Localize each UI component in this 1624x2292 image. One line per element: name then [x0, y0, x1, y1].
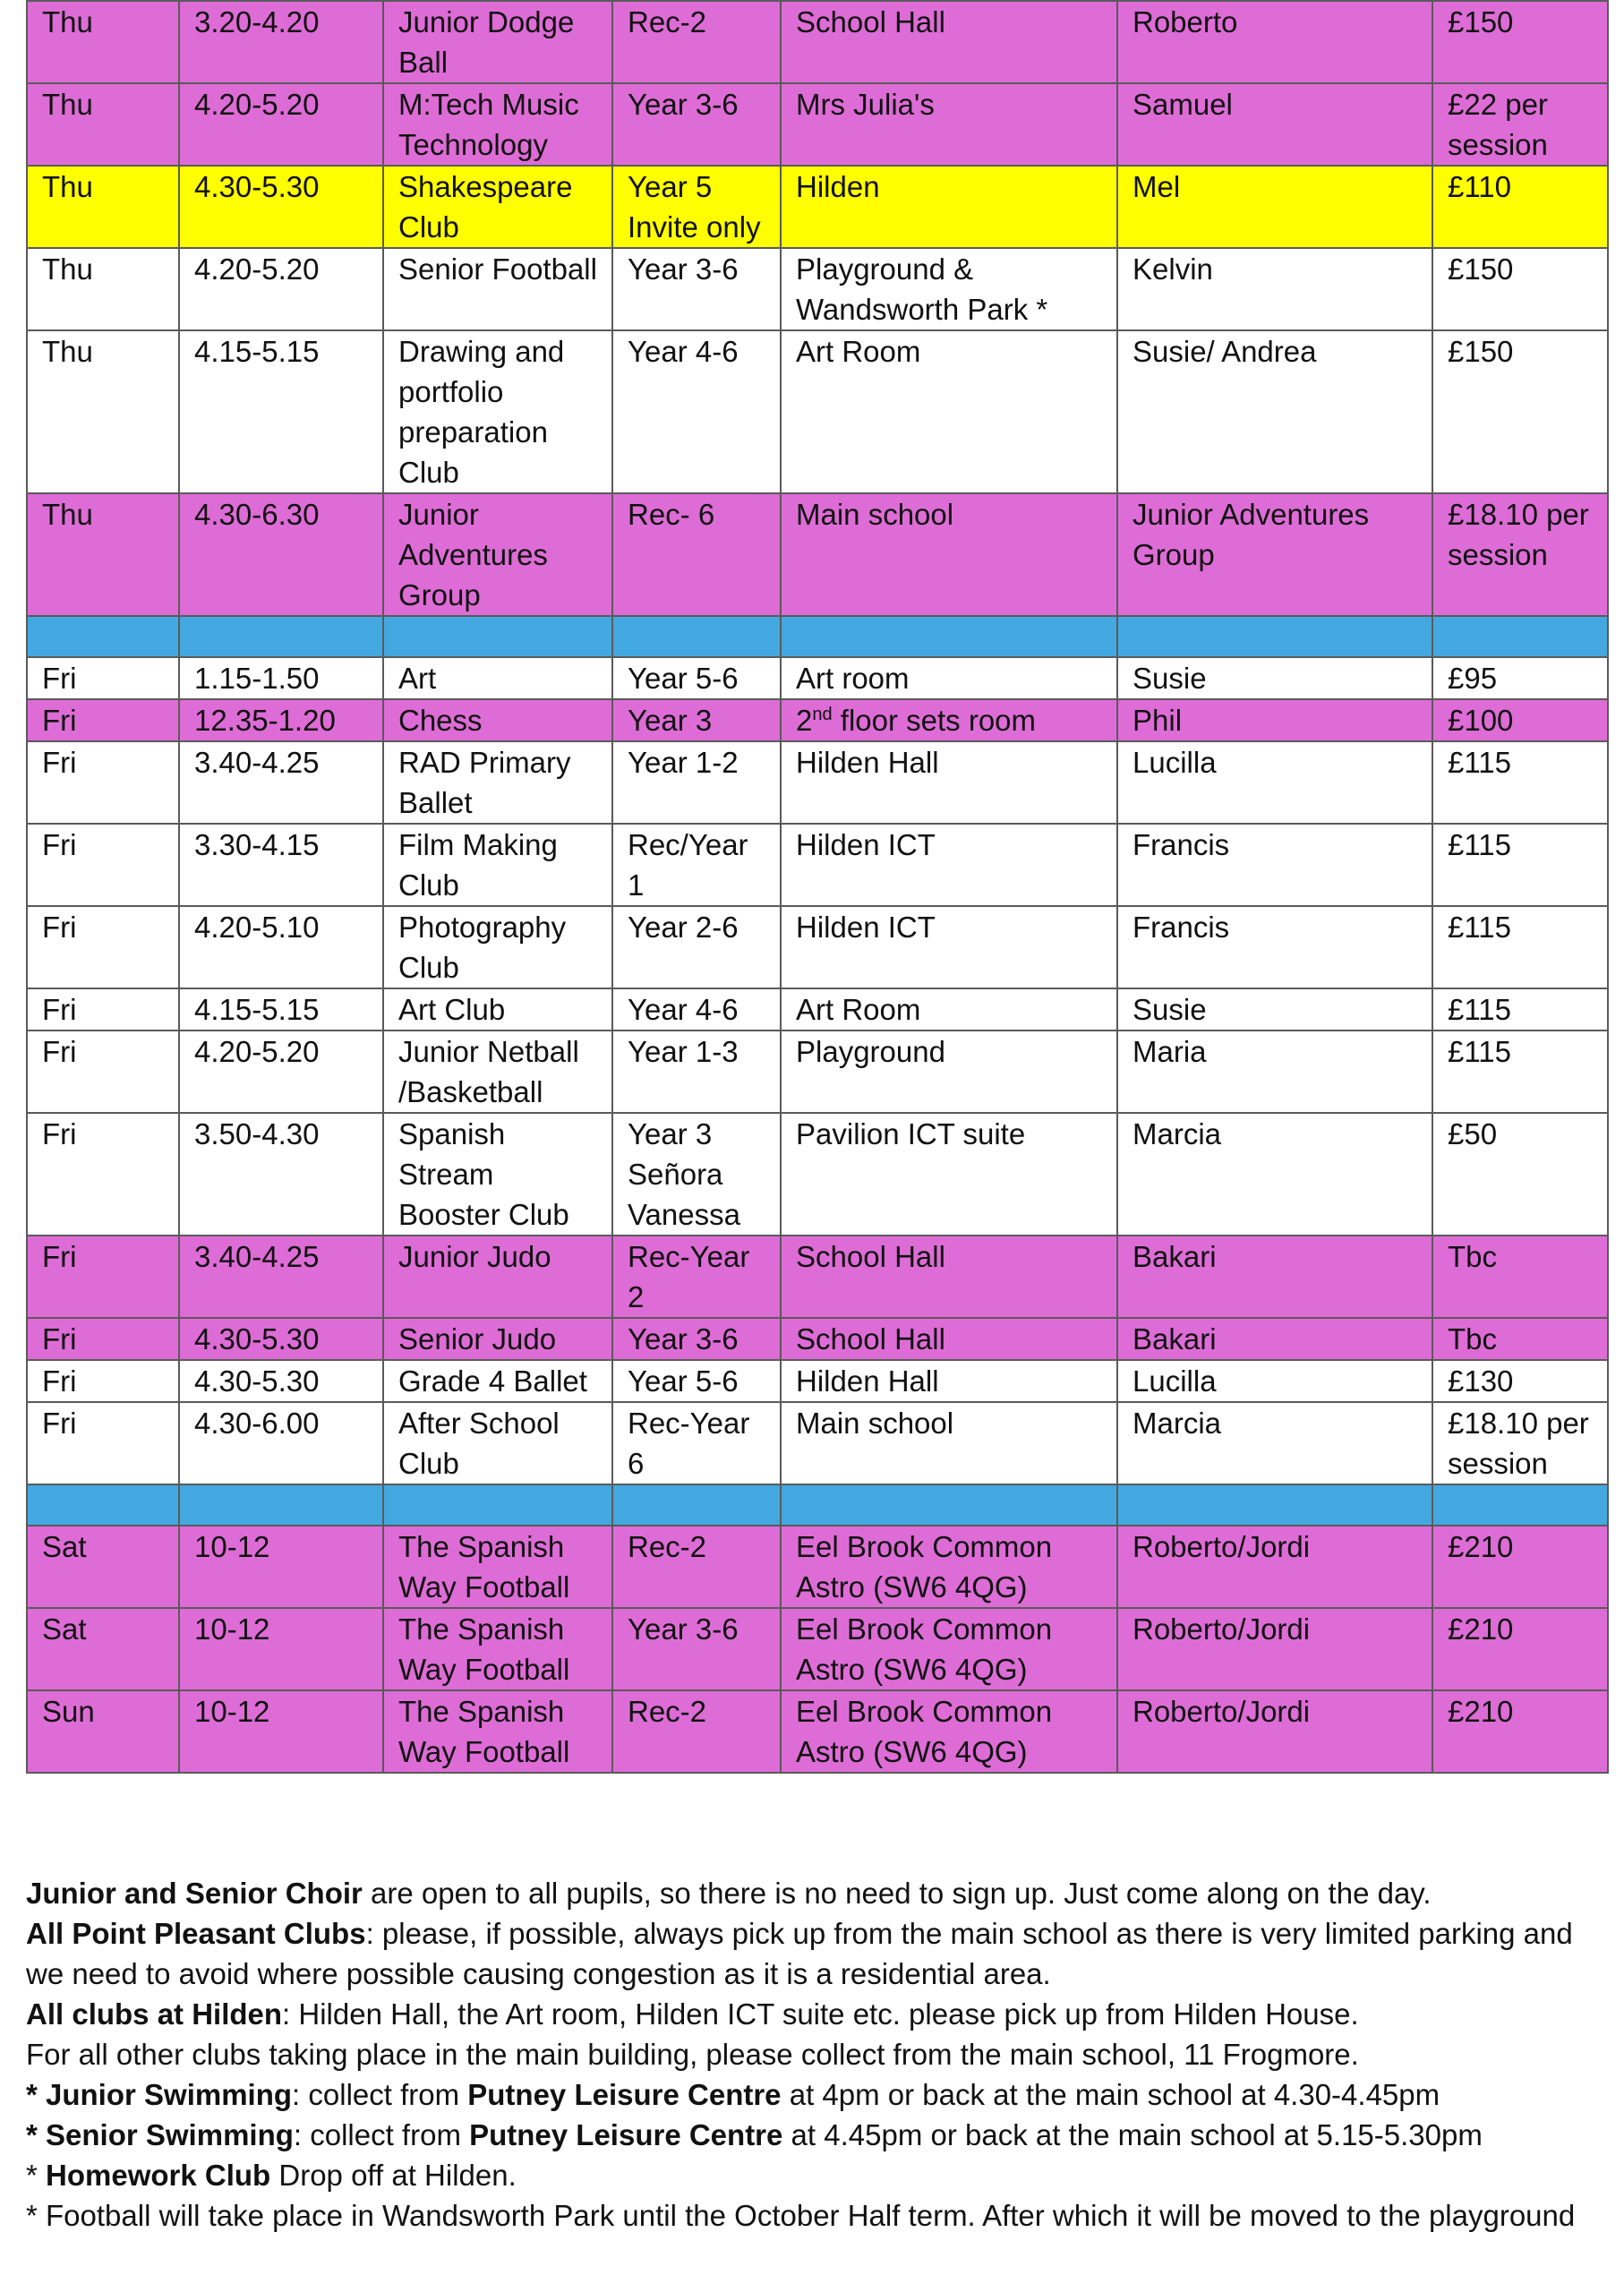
cell-year: Year 3-6: [612, 1608, 781, 1690]
club-row: [27, 906, 1608, 988]
cell-club: RAD Primary Ballet: [383, 741, 612, 824]
cell-cost: £150: [1432, 1, 1608, 83]
club-row: [27, 1360, 1608, 1402]
club-row: [27, 699, 1608, 741]
cell-leader: Francis: [1117, 906, 1432, 988]
cell-club: M:Tech Music Technology: [383, 83, 612, 166]
cell-cost: £150: [1432, 248, 1608, 330]
cell-leader: Susie/ Andrea: [1117, 330, 1432, 493]
cell-club: [383, 1484, 612, 1526]
cell-year: Rec-Year 6: [612, 1402, 781, 1484]
cell-club: Art: [383, 657, 612, 699]
cell-year: Year 3-6: [612, 248, 781, 330]
cell-year: Year 3: [612, 699, 781, 741]
cell-club: Photography Club: [383, 906, 612, 988]
day-separator-row: [27, 616, 1608, 657]
cell-venue: [781, 1484, 1117, 1526]
cell-year: Rec/Year 1: [612, 824, 781, 906]
cell-club: Senior Football: [383, 248, 612, 330]
cell-time: 10-12: [179, 1608, 383, 1690]
cell-time: 3.30-4.15: [179, 824, 383, 906]
cell-cost: £95: [1432, 657, 1608, 699]
club-row: [27, 657, 1608, 699]
note-main-building: For all other clubs taking place in the main building, please collect from the main school, 11 Frogmore.: [26, 2038, 1359, 2071]
cell-time: 1.15-1.50: [179, 657, 383, 699]
cell-leader: Lucilla: [1117, 741, 1432, 824]
cell-day: Sat: [27, 1608, 179, 1690]
club-row: [27, 1402, 1608, 1484]
cell-leader: Lucilla: [1117, 1360, 1432, 1402]
cell-venue: 2nd floor sets room: [781, 699, 1117, 741]
cell-club: Drawing and portfolio preparation Club: [383, 330, 612, 493]
cell-club: Junior Judo: [383, 1236, 612, 1318]
club-row: [27, 330, 1608, 493]
cell-leader: Kelvin: [1117, 248, 1432, 330]
cell-cost: £115: [1432, 824, 1608, 906]
cell-year: [612, 1484, 781, 1526]
cell-venue: Hilden ICT: [781, 824, 1117, 906]
cell-time: 4.30-6.30: [179, 493, 383, 616]
cell-club: The Spanish Way Football: [383, 1526, 612, 1608]
cell-club: Junior Adventures Group: [383, 493, 612, 616]
cell-cost: £115: [1432, 741, 1608, 824]
cell-year: Rec-2: [612, 1526, 781, 1608]
cell-leader: Roberto/Jordi: [1117, 1526, 1432, 1608]
cell-day: Fri: [27, 699, 179, 741]
cell-venue: Eel Brook Common Astro (SW6 4QG): [781, 1526, 1117, 1608]
cell-year: Year 4-6: [612, 988, 781, 1031]
cell-day: Thu: [27, 83, 179, 166]
notes-section: [26, 1873, 1602, 2236]
cell-time: 4.30-5.30: [179, 166, 383, 248]
note-hilden: All clubs at Hilden: Hilden Hall, the Art room, Hilden ICT suite etc. please pick up from Hilden House.: [26, 1997, 1359, 2031]
cell-time: 4.30-6.00: [179, 1402, 383, 1484]
cell-day: Thu: [27, 248, 179, 330]
cell-leader: Mel: [1117, 166, 1432, 248]
cell-leader: Phil: [1117, 699, 1432, 741]
cell-venue: Hilden ICT: [781, 906, 1117, 988]
clubs-table: [26, 0, 1609, 1774]
club-row: [27, 493, 1608, 616]
cell-leader: Bakari: [1117, 1318, 1432, 1360]
cell-cost: £115: [1432, 1031, 1608, 1113]
cell-time: 4.20-5.20: [179, 1031, 383, 1113]
club-row: [27, 1608, 1608, 1690]
note-junior-swimming: * Junior Swimming: collect from Putney Leisure Centre at 4pm or back at the main school at 4.30-4.45pm: [26, 2078, 1440, 2111]
cell-cost: £100: [1432, 699, 1608, 741]
cell-time: 4.30-5.30: [179, 1318, 383, 1360]
cell-venue: Art Room: [781, 330, 1117, 493]
cell-time: 3.40-4.25: [179, 1236, 383, 1318]
cell-year: Year 1-3: [612, 1031, 781, 1113]
club-row: [27, 166, 1608, 248]
cell-time: 4.20-5.10: [179, 906, 383, 988]
cell-leader: Junior Adventures Group: [1117, 493, 1432, 616]
day-separator-row: [27, 1484, 1608, 1526]
cell-leader: Susie: [1117, 988, 1432, 1031]
cell-cost: [1432, 1484, 1608, 1526]
cell-leader: Maria: [1117, 1031, 1432, 1113]
cell-day: Sun: [27, 1690, 179, 1773]
cell-club: Chess: [383, 699, 612, 741]
cell-year: Rec-Year 2: [612, 1236, 781, 1318]
cell-year: Year 4-6: [612, 330, 781, 493]
cell-cost: £110: [1432, 166, 1608, 248]
cell-day: Fri: [27, 657, 179, 699]
cell-year: Year 1-2: [612, 741, 781, 824]
cell-day: Fri: [27, 1318, 179, 1360]
cell-time: 4.15-5.15: [179, 330, 383, 493]
club-row: [27, 1, 1608, 83]
cell-cost: £18.10 per session: [1432, 493, 1608, 616]
cell-time: 3.40-4.25: [179, 741, 383, 824]
cell-year: Rec-2: [612, 1, 781, 83]
cell-day: [27, 616, 179, 657]
cell-venue: Hilden: [781, 166, 1117, 248]
club-row: [27, 83, 1608, 166]
cell-cost: £210: [1432, 1608, 1608, 1690]
cell-cost: £22 per session: [1432, 83, 1608, 166]
cell-day: Sat: [27, 1526, 179, 1608]
cell-year: Year 3-6: [612, 1318, 781, 1360]
club-row: [27, 824, 1608, 906]
club-row: [27, 1031, 1608, 1113]
cell-cost: £115: [1432, 906, 1608, 988]
cell-leader: Susie: [1117, 657, 1432, 699]
cell-time: 3.50-4.30: [179, 1113, 383, 1236]
cell-day: Fri: [27, 1113, 179, 1236]
cell-venue: Main school: [781, 493, 1117, 616]
cell-club: Grade 4 Ballet: [383, 1360, 612, 1402]
cell-venue: Hilden Hall: [781, 741, 1117, 824]
cell-year: Year 5 Invite only: [612, 166, 781, 248]
cell-club: [383, 616, 612, 657]
cell-day: Thu: [27, 166, 179, 248]
note-homework-club: * Homework Club Drop off at Hilden.: [26, 2159, 517, 2192]
cell-cost: £130: [1432, 1360, 1608, 1402]
cell-year: Rec-2: [612, 1690, 781, 1773]
cell-cost: Tbc: [1432, 1236, 1608, 1318]
cell-year: Rec- 6: [612, 493, 781, 616]
cell-time: 10-12: [179, 1690, 383, 1773]
cell-year: Year 2-6: [612, 906, 781, 988]
cell-time: 4.15-5.15: [179, 988, 383, 1031]
cell-day: Fri: [27, 741, 179, 824]
cell-day: Fri: [27, 1402, 179, 1484]
cell-venue: Art room: [781, 657, 1117, 699]
cell-leader: Roberto/Jordi: [1117, 1690, 1432, 1773]
clubs-table-body: [27, 1, 1608, 1773]
cell-venue: Mrs Julia's: [781, 83, 1117, 166]
cell-venue: Art Room: [781, 988, 1117, 1031]
cell-time: 3.20-4.20: [179, 1, 383, 83]
cell-time: [179, 616, 383, 657]
cell-cost: £18.10 per session: [1432, 1402, 1608, 1484]
cell-club: Junior Netball /Basketball: [383, 1031, 612, 1113]
cell-club: Shakespeare Club: [383, 166, 612, 248]
club-row: [27, 1318, 1608, 1360]
club-row: [27, 1236, 1608, 1318]
cell-time: 12.35-1.20: [179, 699, 383, 741]
cell-cost: £210: [1432, 1690, 1608, 1773]
cell-time: 4.20-5.20: [179, 248, 383, 330]
cell-venue: Main school: [781, 1402, 1117, 1484]
club-row: [27, 1526, 1608, 1608]
cell-day: Fri: [27, 824, 179, 906]
cell-year: Year 3-6: [612, 83, 781, 166]
cell-year: [612, 616, 781, 657]
cell-club: Senior Judo: [383, 1318, 612, 1360]
cell-year: Year 5-6: [612, 657, 781, 699]
cell-club: Spanish Stream Booster Club: [383, 1113, 612, 1236]
cell-day: Thu: [27, 330, 179, 493]
cell-day: Fri: [27, 1031, 179, 1113]
cell-day: Fri: [27, 1236, 179, 1318]
cell-cost: £115: [1432, 988, 1608, 1031]
cell-day: Thu: [27, 1, 179, 83]
cell-year: Year 3 Señora Vanessa: [612, 1113, 781, 1236]
cell-day: Fri: [27, 1360, 179, 1402]
cell-club: Junior Dodge Ball: [383, 1, 612, 83]
cell-leader: [1117, 1484, 1432, 1526]
club-row: [27, 1113, 1608, 1236]
cell-leader: Roberto: [1117, 1, 1432, 83]
club-row: [27, 988, 1608, 1031]
cell-leader: Marcia: [1117, 1402, 1432, 1484]
cell-day: Fri: [27, 988, 179, 1031]
cell-cost: Tbc: [1432, 1318, 1608, 1360]
cell-cost: £150: [1432, 330, 1608, 493]
cell-year: Year 5-6: [612, 1360, 781, 1402]
cell-club: The Spanish Way Football: [383, 1608, 612, 1690]
cell-venue: School Hall: [781, 1236, 1117, 1318]
cell-leader: Marcia: [1117, 1113, 1432, 1236]
cell-leader: [1117, 616, 1432, 657]
cell-venue: Playground: [781, 1031, 1117, 1113]
cell-venue: Hilden Hall: [781, 1360, 1117, 1402]
note-senior-swimming: * Senior Swimming: collect from Putney Leisure Centre at 4.45pm or back at the main school at 5.15-5.30pm: [26, 2118, 1483, 2151]
cell-leader: Roberto/Jordi: [1117, 1608, 1432, 1690]
cell-venue: School Hall: [781, 1, 1117, 83]
cell-club: Film Making Club: [383, 824, 612, 906]
cell-venue: School Hall: [781, 1318, 1117, 1360]
cell-leader: Francis: [1117, 824, 1432, 906]
cell-time: [179, 1484, 383, 1526]
cell-venue: Eel Brook Common Astro (SW6 4QG): [781, 1608, 1117, 1690]
cell-time: 4.20-5.20: [179, 83, 383, 166]
cell-club: After School Club: [383, 1402, 612, 1484]
cell-day: Thu: [27, 493, 179, 616]
cell-time: 10-12: [179, 1526, 383, 1608]
cell-time: 4.30-5.30: [179, 1360, 383, 1402]
note-choir: Junior and Senior Choir are open to all pupils, so there is no need to sign up. Just come along on the day.: [26, 1877, 1432, 1910]
cell-venue: [781, 616, 1117, 657]
cell-day: Fri: [27, 906, 179, 988]
cell-cost: [1432, 616, 1608, 657]
cell-venue: Eel Brook Common Astro (SW6 4QG): [781, 1690, 1117, 1773]
cell-leader: Samuel: [1117, 83, 1432, 166]
cell-cost: £50: [1432, 1113, 1608, 1236]
cell-leader: Bakari: [1117, 1236, 1432, 1318]
club-row: [27, 741, 1608, 824]
cell-club: The Spanish Way Football: [383, 1690, 612, 1773]
cell-day: [27, 1484, 179, 1526]
cell-club: Art Club: [383, 988, 612, 1031]
cell-venue: Pavilion ICT suite: [781, 1113, 1117, 1236]
cell-cost: £210: [1432, 1526, 1608, 1608]
note-football: * Football will take place in Wandsworth Park until the October Half term. After which it will be moved to the playground: [26, 2199, 1576, 2232]
note-point-pleasant: All Point Pleasant Clubs: please, if possible, always pick up from the main school as there is very limited parking and we need to avoid where possible causing congestion as it is a residential area.: [26, 1917, 1573, 1990]
cell-venue: Playground & Wandsworth Park *: [781, 248, 1117, 330]
club-row: [27, 248, 1608, 330]
club-row: [27, 1690, 1608, 1773]
